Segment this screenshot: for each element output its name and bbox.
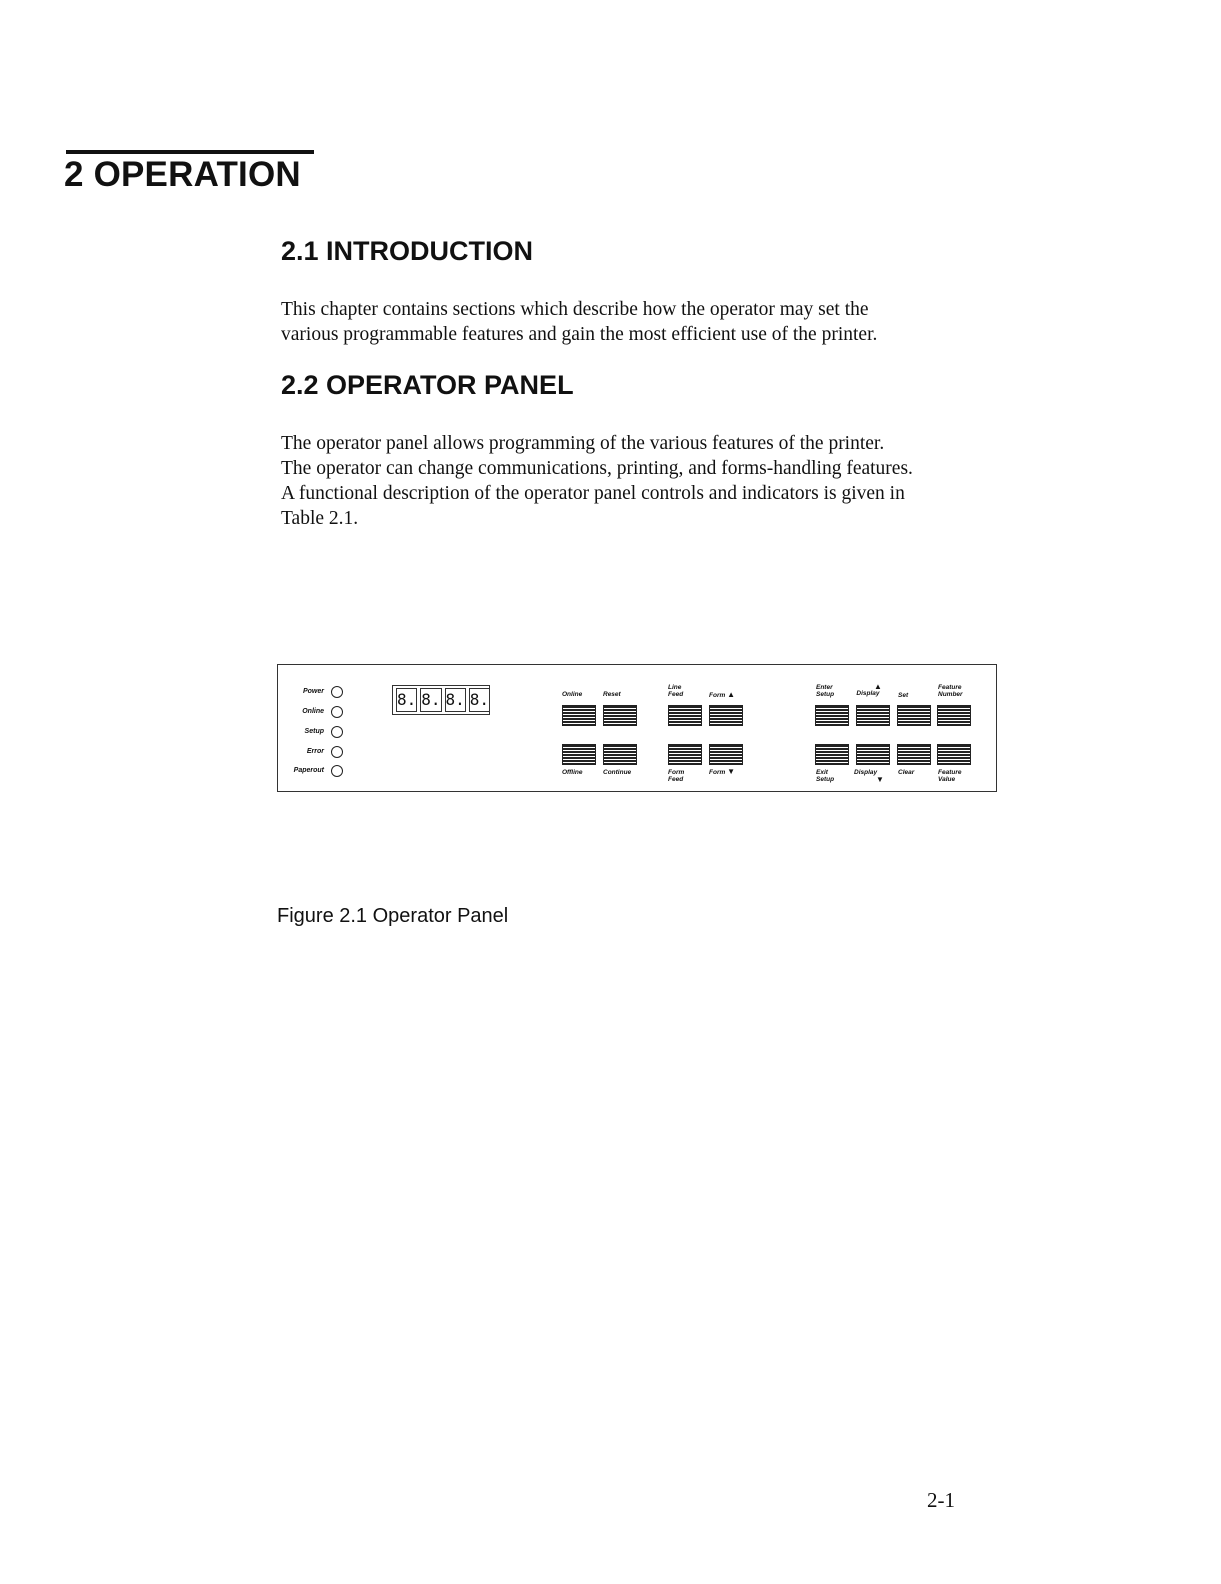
key-label-exit-setup xyxy=(816,769,834,783)
up-arrow-icon: ▲ xyxy=(874,682,882,691)
display-digit: 8. xyxy=(445,688,466,712)
key-label-feature-number xyxy=(938,684,963,698)
continue-key[interactable] xyxy=(603,744,637,765)
indicator-label: Setup xyxy=(304,728,324,735)
section-heading-operator-panel: 2.2 OPERATOR PANEL xyxy=(281,370,574,400)
key-label-enter-setup xyxy=(816,684,834,698)
down-arrow-icon: ▼ xyxy=(727,767,735,776)
key-label-line: Number xyxy=(938,691,963,698)
key-label-line-feed xyxy=(668,684,683,698)
form-feed-key[interactable] xyxy=(668,744,702,765)
led-icon xyxy=(331,726,343,738)
key-label-text: Display xyxy=(856,690,880,697)
down-arrow-icon: ▼ xyxy=(876,775,884,784)
key-label-reset: Reset xyxy=(603,691,621,698)
key-label-line: Exit xyxy=(816,769,828,776)
form-up-key[interactable] xyxy=(709,705,743,726)
indicator-label: Online xyxy=(302,708,324,715)
online-key[interactable] xyxy=(562,705,596,726)
indicator-online xyxy=(278,705,344,723)
key-label-form-down xyxy=(709,768,735,776)
up-arrow-icon: ▲ xyxy=(727,690,735,699)
key-label-continue: Continue xyxy=(603,769,632,776)
key-label-set: Set xyxy=(898,692,909,699)
text-line: various programmable features and gain the most efficient use of the printer. xyxy=(281,324,878,345)
reset-key[interactable] xyxy=(603,705,637,726)
feature-value-key[interactable] xyxy=(937,744,971,765)
text-line: The operator can change communications, printing, and forms-handling features. xyxy=(281,458,913,479)
display-digit: 8. xyxy=(469,688,490,712)
key-label-line: Line xyxy=(668,684,682,691)
key-label-line: Setup xyxy=(816,691,835,698)
key-label-display-up xyxy=(854,683,882,697)
chapter-title: 2 OPERATION xyxy=(64,155,301,194)
display-digit: 8. xyxy=(420,688,441,712)
enter-setup-key[interactable] xyxy=(815,705,849,726)
led-icon xyxy=(331,765,343,777)
led-icon xyxy=(331,706,343,718)
exit-setup-key[interactable] xyxy=(815,744,849,765)
operator-panel-figure xyxy=(277,664,997,792)
text-line: A functional description of the operator panel controls and indicators is given in xyxy=(281,483,905,504)
indicator-power xyxy=(278,685,344,703)
key-label-line: Form xyxy=(668,769,685,776)
key-label-clear: Clear xyxy=(898,769,915,776)
key-label-line: Feature xyxy=(938,684,962,691)
offline-key[interactable] xyxy=(562,744,596,765)
led-icon xyxy=(331,686,343,698)
key-label-line: Feature xyxy=(938,769,962,776)
indicator-label: Paperout xyxy=(293,767,324,774)
key-label-offline: Offline xyxy=(562,769,583,776)
figure-caption: Figure 2.1 Operator Panel xyxy=(277,905,509,927)
key-label-text: Form xyxy=(709,692,726,699)
indicator-setup xyxy=(278,725,344,743)
key-label-text: Display xyxy=(854,769,878,776)
segment-display xyxy=(392,685,490,715)
key-label-line: Feed xyxy=(668,776,684,783)
indicator-label: Error xyxy=(306,748,324,755)
indicator-error xyxy=(278,745,344,763)
text-line: Table 2.1. xyxy=(281,508,359,529)
key-label-line: Value xyxy=(938,776,956,783)
text-line: The operator panel allows programming of the various features of the printer. xyxy=(281,433,885,454)
indicator-paperout xyxy=(278,764,344,782)
indicator-label: Power xyxy=(302,688,324,695)
led-icon xyxy=(331,746,343,758)
introduction-paragraph xyxy=(281,297,1001,347)
key-label-feature-value xyxy=(938,769,961,783)
form-down-key[interactable] xyxy=(709,744,743,765)
key-label-form-up xyxy=(709,691,735,699)
key-label-online: Online xyxy=(562,691,583,698)
key-label-line: Setup xyxy=(816,776,835,783)
page-number: 2-1 xyxy=(927,1488,955,1512)
display-up-key[interactable] xyxy=(856,705,890,726)
display-down-key[interactable] xyxy=(856,744,890,765)
section-heading-introduction: 2.1 INTRODUCTION xyxy=(281,236,534,266)
key-label-line: Feed xyxy=(668,691,684,698)
clear-key[interactable] xyxy=(897,744,931,765)
key-label-line: Enter xyxy=(816,684,833,691)
key-label-display-down xyxy=(854,769,884,783)
line-feed-key[interactable] xyxy=(668,705,702,726)
key-label-text: Form xyxy=(709,769,726,776)
display-digit: 8. xyxy=(396,688,417,712)
text-line: This chapter contains sections which describe how the operator may set the xyxy=(281,299,869,320)
key-label-form-feed xyxy=(668,769,684,783)
feature-number-key[interactable] xyxy=(937,705,971,726)
set-key[interactable] xyxy=(897,705,931,726)
operator-panel-paragraph xyxy=(281,431,1001,531)
chapter-rule xyxy=(66,150,314,154)
